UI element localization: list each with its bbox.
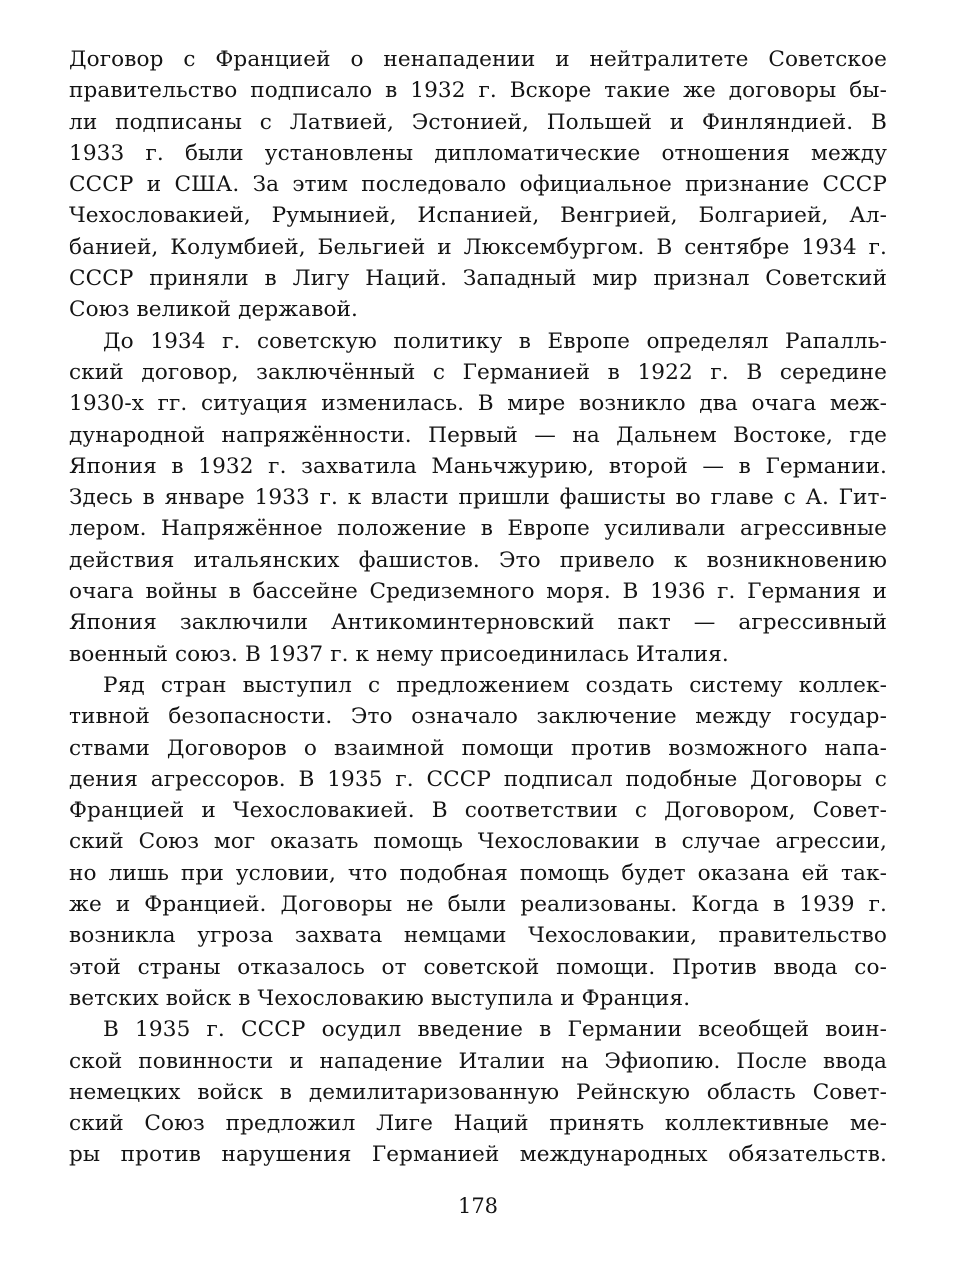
text-line: немецких войск в демилитаризованную Рейнскую область Совет- [69,1079,887,1105]
text-line: дународной напряжённости. Первый — на Дальнем Востоке, где [69,422,887,448]
text-line: военный союз. В 1937 г. к нему присоединилась Италия. [69,641,729,667]
text-line: ский Союз мог оказать помощь Чехословакии в случае агрессии, [69,829,887,855]
text-line: Договор с Францией о ненападении и нейтралитете Советское [69,47,887,72]
text-line: 1933 г. были установлены дипломатические отношения между [69,140,887,166]
page-number: 178 [457,1194,499,1218]
body-text [69,44,887,1171]
text-line: Союз великой державой. [69,297,359,323]
text-line: тивной безопасности. Это означало заключение между государ- [69,704,887,730]
paragraph [69,44,887,326]
text-line: Чехословакией, Румынией, Испанией, Венгрией, Болгарией, Ал- [69,203,887,229]
text-line: но лишь при условии, что подобная помощь будет оказана ей так- [69,860,887,886]
paragraph [69,670,887,1014]
text-line: же и Францией. Договоры не были реализованы. Когда в 1939 г. [69,892,887,918]
paragraph [69,326,887,670]
text-line: Япония в 1932 г. захватила Маньчжурию, второй — в Германии. [69,453,887,479]
text-line: ский Союз предложил Лиге Наций принять коллективные ме- [69,1111,887,1137]
text-line: СССР приняли в Лигу Наций. Западный мир признал Советский [69,266,887,292]
text-line: действия итальянских фашистов. Это привело к возникновению [69,547,887,573]
text-line: Здесь в январе 1933 г. к власти пришли фашисты во главе с А. Гит- [69,485,887,511]
text-line: очага войны в бассейне Средиземного моря. В 1936 г. Германия и [69,579,887,605]
text-line: Ряд стран выступил с предложением создать систему коллек- [103,672,887,698]
text-line: ли подписаны с Латвией, Эстонией, Польшей и Финляндией. В [69,109,887,135]
text-line: дения агрессоров. В 1935 г. СССР подписал подобные Договоры с [69,766,887,792]
text-line: этой страны отказалось от советской помощи. Против ввода со- [69,954,887,980]
text-line: Францией и Чехословакией. В соответствии с Договором, Совет- [69,798,887,824]
text-line: банией, Колумбией, Бельгией и Люксембургом. В сентябре 1934 г. [69,234,887,260]
text-line: лером. Напряжённое положение в Европе усиливали агрессивные [69,516,887,542]
text-line: В 1935 г. СССР осудил введение в Германии всеобщей воин- [103,1017,887,1043]
text-line: 1930-х гг. ситуация изменилась. В мире возникло два очага меж- [69,391,887,417]
text-line: ской повинности и нападение Италии на Эфиопию. После ввода [69,1048,887,1074]
text-line: Япония заключили Антикоминтерновский пакт — агрессивный [69,610,887,636]
text-line: СССР и США. За этим последовало официальное признание СССР [69,172,887,198]
text-line: ский договор, заключённый с Германией в 1922 г. В середине [69,359,887,385]
text-line: возникла угроза захвата немцами Чехословакии, правительство [69,923,887,949]
text-line: ствами Договоров о взаимной помощи против возможного напа- [69,735,887,761]
text-line: правительство подписало в 1932 г. Вскоре такие же договоры бы- [69,78,887,104]
paragraph [69,1014,887,1170]
text-line: ветских войск в Чехословакию выступила и Франция. [69,985,691,1011]
text-line: До 1934 г. советскую политику в Европе определял Рапалль- [103,328,887,354]
text-line: ры против нарушения Германией международных обязательств. [69,1142,887,1168]
